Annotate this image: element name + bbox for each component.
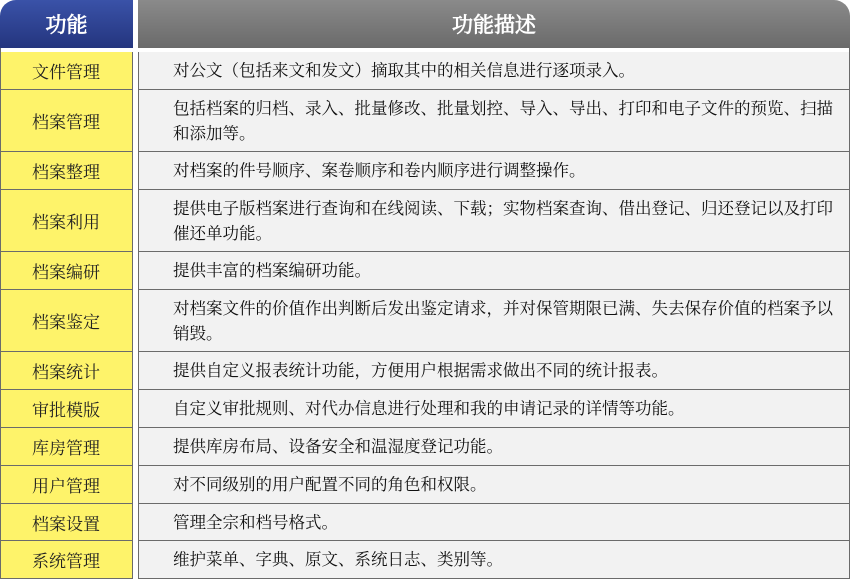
function-cell: 档案整理 bbox=[0, 152, 133, 190]
header-description: 功能描述 bbox=[138, 0, 850, 48]
description-cell: 对不同级别的用户配置不同的角色和权限。 bbox=[138, 466, 850, 504]
description-cell: 对档案的件号顺序、案卷顺序和卷内顺序进行调整操作。 bbox=[138, 152, 850, 190]
table-row bbox=[0, 541, 850, 579]
function-cell: 库房管理 bbox=[0, 428, 133, 466]
description-cell: 对公文（包括来文和发文）摘取其中的相关信息进行逐项录入。 bbox=[138, 52, 850, 90]
description-cell: 对档案文件的价值作出判断后发出鉴定请求，并对保管期限已满、失去保存价值的档案予以销毁。 bbox=[138, 290, 850, 352]
table-row bbox=[0, 190, 850, 252]
table-left-border bbox=[0, 48, 1, 579]
table-row bbox=[0, 352, 850, 390]
function-cell: 审批模版 bbox=[0, 390, 133, 428]
description-cell: 提供库房布局、设备安全和温湿度登记功能。 bbox=[138, 428, 850, 466]
function-cell: 档案鉴定 bbox=[0, 290, 133, 352]
function-cell: 文件管理 bbox=[0, 52, 133, 90]
table-row bbox=[0, 290, 850, 352]
description-cell: 包括档案的归档、录入、批量修改、批量划控、导入、导出、打印和电子文件的预览、扫描和添加等。 bbox=[138, 90, 850, 152]
function-cell: 档案利用 bbox=[0, 190, 133, 252]
table-row bbox=[0, 390, 850, 428]
function-cell: 档案设置 bbox=[0, 504, 133, 541]
description-cell: 提供自定义报表统计功能，方便用户根据需求做出不同的统计报表。 bbox=[138, 352, 850, 390]
header-function: 功能 bbox=[0, 0, 133, 48]
table-row bbox=[0, 252, 850, 290]
table-row bbox=[0, 90, 850, 152]
description-cell: 管理全宗和档号格式。 bbox=[138, 504, 850, 541]
table-row bbox=[0, 52, 850, 90]
description-cell: 提供电子版档案进行查询和在线阅读、下载；实物档案查询、借出登记、归还登记以及打印催还单功能。 bbox=[138, 190, 850, 252]
table-row bbox=[0, 152, 850, 190]
function-cell: 档案管理 bbox=[0, 90, 133, 152]
function-cell: 用户管理 bbox=[0, 466, 133, 504]
table-row bbox=[0, 504, 850, 541]
description-cell: 自定义审批规则、对代办信息进行处理和我的申请记录的详情等功能。 bbox=[138, 390, 850, 428]
function-cell: 系统管理 bbox=[0, 541, 133, 579]
table-row bbox=[0, 428, 850, 466]
table-row bbox=[0, 466, 850, 504]
description-cell: 维护菜单、字典、原文、系统日志、类别等。 bbox=[138, 541, 850, 579]
function-cell: 档案统计 bbox=[0, 352, 133, 390]
description-cell: 提供丰富的档案编研功能。 bbox=[138, 252, 850, 290]
function-cell: 档案编研 bbox=[0, 252, 133, 290]
